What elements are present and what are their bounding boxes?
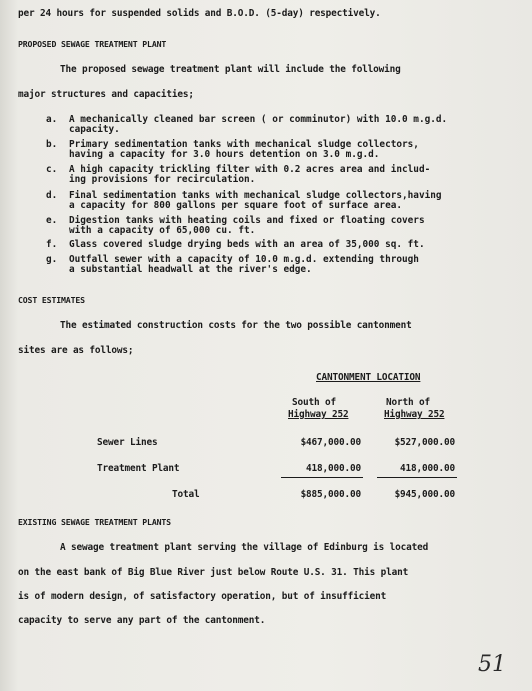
list-item-label: d. bbox=[46, 190, 58, 201]
list-item-line2: with a capacity of 65,000 cu. ft. bbox=[69, 225, 256, 236]
proposed-intro-line2: major structures and capacities; bbox=[18, 89, 194, 100]
top-continuation-line: per 24 hours for suspended solids and B.O.D. (5-day) respectively. bbox=[18, 8, 381, 19]
list-item-line2: ing provisions for recirculation. bbox=[69, 174, 256, 185]
cost-estimates-heading: COST ESTIMATES bbox=[18, 295, 85, 305]
north-column-header-line2: Highway 252 bbox=[384, 409, 445, 420]
existing-paragraph-line4: capacity to serve any part of the cantonment. bbox=[18, 615, 266, 626]
existing-paragraph-line2: on the east bank of Big Blue River just below Route U.S. 31. This plant bbox=[18, 567, 409, 578]
list-item-line1: Outfall sewer with a capacity of 10.0 m.g.d. extending through bbox=[69, 254, 419, 265]
cost-cell-treatment-north: 418,000.00 bbox=[400, 463, 455, 474]
cost-cell-total-south: $885,000.00 bbox=[300, 489, 361, 500]
south-column-header-line2: Highway 252 bbox=[288, 409, 349, 420]
cost-intro-line2: sites are as follows; bbox=[18, 345, 134, 356]
existing-plants-heading: EXISTING SEWAGE TREATMENT PLANTS bbox=[18, 517, 171, 527]
list-item-label: a. bbox=[46, 114, 58, 125]
list-item-line2: a substantial headwall at the river's edge. bbox=[69, 264, 312, 275]
page-number: 51 bbox=[478, 652, 506, 677]
list-item-line1: A mechanically cleaned bar screen ( or comminutor) with 10.0 m.g.d. bbox=[69, 114, 448, 125]
sum-rule-south bbox=[281, 477, 363, 478]
existing-paragraph-line3: is of modern design, of satisfactory operation, but of insufficient bbox=[18, 591, 387, 602]
cost-row-label-total: Total bbox=[172, 489, 200, 500]
list-item-label: c. bbox=[46, 164, 58, 175]
list-item-line1: Digestion tanks with heating coils and fixed or floating covers bbox=[69, 215, 425, 226]
cost-intro-line1: The estimated construction costs for the two possible cantonment bbox=[60, 320, 412, 331]
cost-row-label-treatment: Treatment Plant bbox=[97, 463, 180, 474]
cost-cell-total-north: $945,000.00 bbox=[394, 489, 455, 500]
list-item-line1: A high capacity trickling filter with 0.2 acres area and includ- bbox=[69, 164, 431, 175]
cost-row-label-sewer: Sewer Lines bbox=[97, 437, 158, 448]
sum-rule-north bbox=[377, 477, 457, 478]
north-column-header-line1: North of bbox=[386, 397, 430, 408]
south-column-header-line1: South of bbox=[292, 397, 336, 408]
cost-cell-treatment-south: 418,000.00 bbox=[306, 463, 361, 474]
list-item-line1: Glass covered sludge drying beds with an area of 35,000 sq. ft. bbox=[69, 239, 425, 250]
cost-cell-sewer-south: $467,000.00 bbox=[300, 437, 361, 448]
proposed-plant-heading: PROPOSED SEWAGE TREATMENT PLANT bbox=[18, 39, 167, 49]
proposed-intro-line1: The proposed sewage treatment plant will include the following bbox=[60, 64, 401, 75]
list-item-label: g. bbox=[46, 254, 58, 265]
existing-paragraph-line1: A sewage treatment plant serving the village of Edinburg is located bbox=[60, 542, 429, 553]
list-item-label: f. bbox=[46, 239, 58, 250]
list-item-label: b. bbox=[46, 139, 58, 150]
cost-cell-sewer-north: $527,000.00 bbox=[394, 437, 455, 448]
list-item-line2: having a capacity for 3.0 hours detention on 3.0 m.g.d. bbox=[69, 149, 380, 160]
list-item-label: e. bbox=[46, 215, 58, 226]
list-item-line2: a capacity for 800 gallons per square foot of surface area. bbox=[69, 200, 403, 211]
list-item-line2: capacity. bbox=[69, 124, 120, 135]
cantonment-location-header: CANTONMENT LOCATION bbox=[316, 372, 421, 383]
list-item-line1: Primary sedimentation tanks with mechanical sludge collectors, bbox=[69, 139, 419, 150]
list-item-line1: Final sedimentation tanks with mechanical sludge collectors,having bbox=[69, 190, 442, 201]
